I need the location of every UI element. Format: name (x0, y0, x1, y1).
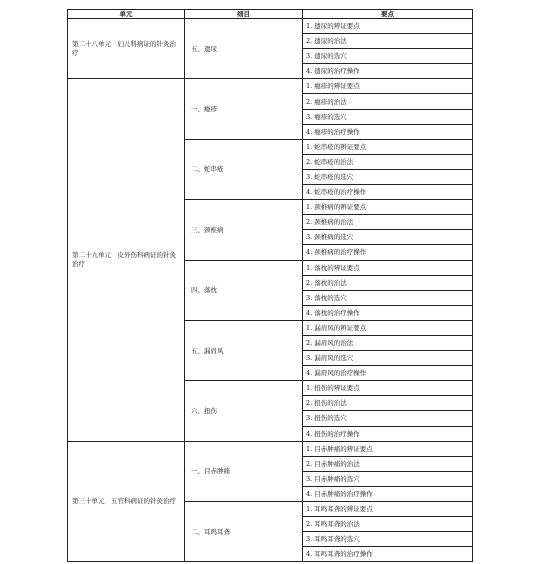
point-cell: 4. 目赤肿痛的治疗操作 (303, 486, 473, 501)
item-cell: 二、蛇串疮 (185, 139, 303, 199)
table-row (68, 79, 473, 94)
point-cell: 4. 瘾疹的治疗操作 (303, 124, 473, 139)
table-row (68, 19, 473, 34)
point-cell: 4. 颈椎病的治疗操作 (303, 245, 473, 260)
point-cell: 2. 漏肩风的治法 (303, 335, 473, 350)
point-cell: 2. 颈椎病的治法 (303, 215, 473, 230)
item-cell: 一、目赤肿痛 (185, 441, 303, 501)
item-cell: 三、颈椎病 (185, 200, 303, 260)
point-cell: 4. 漏肩风的治疗操作 (303, 366, 473, 381)
point-cell: 1. 扭伤的辨证要点 (303, 381, 473, 396)
item-cell: 一、瘾疹 (185, 79, 303, 139)
point-cell: 1. 瘾疹的辨证要点 (303, 79, 473, 94)
point-cell: 3. 漏肩风的选穴 (303, 351, 473, 366)
table-row (68, 441, 473, 456)
point-cell: 1. 蛇串疮的辨证要点 (303, 139, 473, 154)
point-cell: 3. 耳鸣耳聋的选穴 (303, 532, 473, 547)
point-cell: 2. 落枕的治法 (303, 275, 473, 290)
header-point: 要点 (303, 10, 473, 19)
point-cell: 3. 扭伤的选穴 (303, 411, 473, 426)
point-cell: 1. 落枕的辨证要点 (303, 260, 473, 275)
unit-cell: 第二十八单元 妇儿科病证的针灸治疗 (68, 19, 185, 79)
point-cell: 4. 蛇串疮的治疗操作 (303, 185, 473, 200)
point-cell: 4. 耳鸣耳聋的治疗操作 (303, 547, 473, 562)
point-cell: 1. 漏肩风的辨证要点 (303, 320, 473, 335)
point-cell: 3. 落枕的选穴 (303, 290, 473, 305)
item-cell: 四、落枕 (185, 260, 303, 320)
item-cell: 五、遗尿 (185, 19, 303, 79)
point-cell: 1. 目赤肿痛的辨证要点 (303, 441, 473, 456)
syllabus-table (67, 9, 473, 562)
unit-cell: 第三十单元 五官科病证的针灸治疗 (68, 441, 185, 562)
point-cell: 2. 瘾疹的治法 (303, 94, 473, 109)
item-cell: 六、扭伤 (185, 381, 303, 441)
item-cell: 二、耳鸣耳聋 (185, 502, 303, 562)
point-cell: 4. 遗尿的治疗操作 (303, 64, 473, 79)
point-cell: 3. 遗尿的选穴 (303, 49, 473, 64)
point-cell: 3. 颈椎病的选穴 (303, 230, 473, 245)
header-row (68, 10, 473, 19)
point-cell: 1. 耳鸣耳聋的辨证要点 (303, 502, 473, 517)
point-cell: 1. 颈椎病的辨证要点 (303, 200, 473, 215)
point-cell: 2. 目赤肿痛的治法 (303, 456, 473, 471)
point-cell: 1. 遗尿的辨证要点 (303, 19, 473, 34)
point-cell: 2. 扭伤的治法 (303, 396, 473, 411)
point-cell: 4. 扭伤的治疗操作 (303, 426, 473, 441)
point-cell: 2. 耳鸣耳聋的治法 (303, 517, 473, 532)
point-cell: 4. 落枕的治疗操作 (303, 305, 473, 320)
unit-cell: 第二十九单元 皮外伤科病证的针灸治疗 (68, 79, 185, 441)
point-cell: 3. 目赤肿痛的选穴 (303, 471, 473, 486)
table-body (68, 19, 473, 562)
header-unit: 单元 (68, 10, 185, 19)
point-cell: 2. 遗尿的治法 (303, 34, 473, 49)
header-item: 细目 (185, 10, 303, 19)
item-cell: 五、漏肩风 (185, 320, 303, 380)
point-cell: 3. 蛇串疮的选穴 (303, 169, 473, 184)
point-cell: 2. 蛇串疮的治法 (303, 154, 473, 169)
point-cell: 3. 瘾疹的选穴 (303, 109, 473, 124)
